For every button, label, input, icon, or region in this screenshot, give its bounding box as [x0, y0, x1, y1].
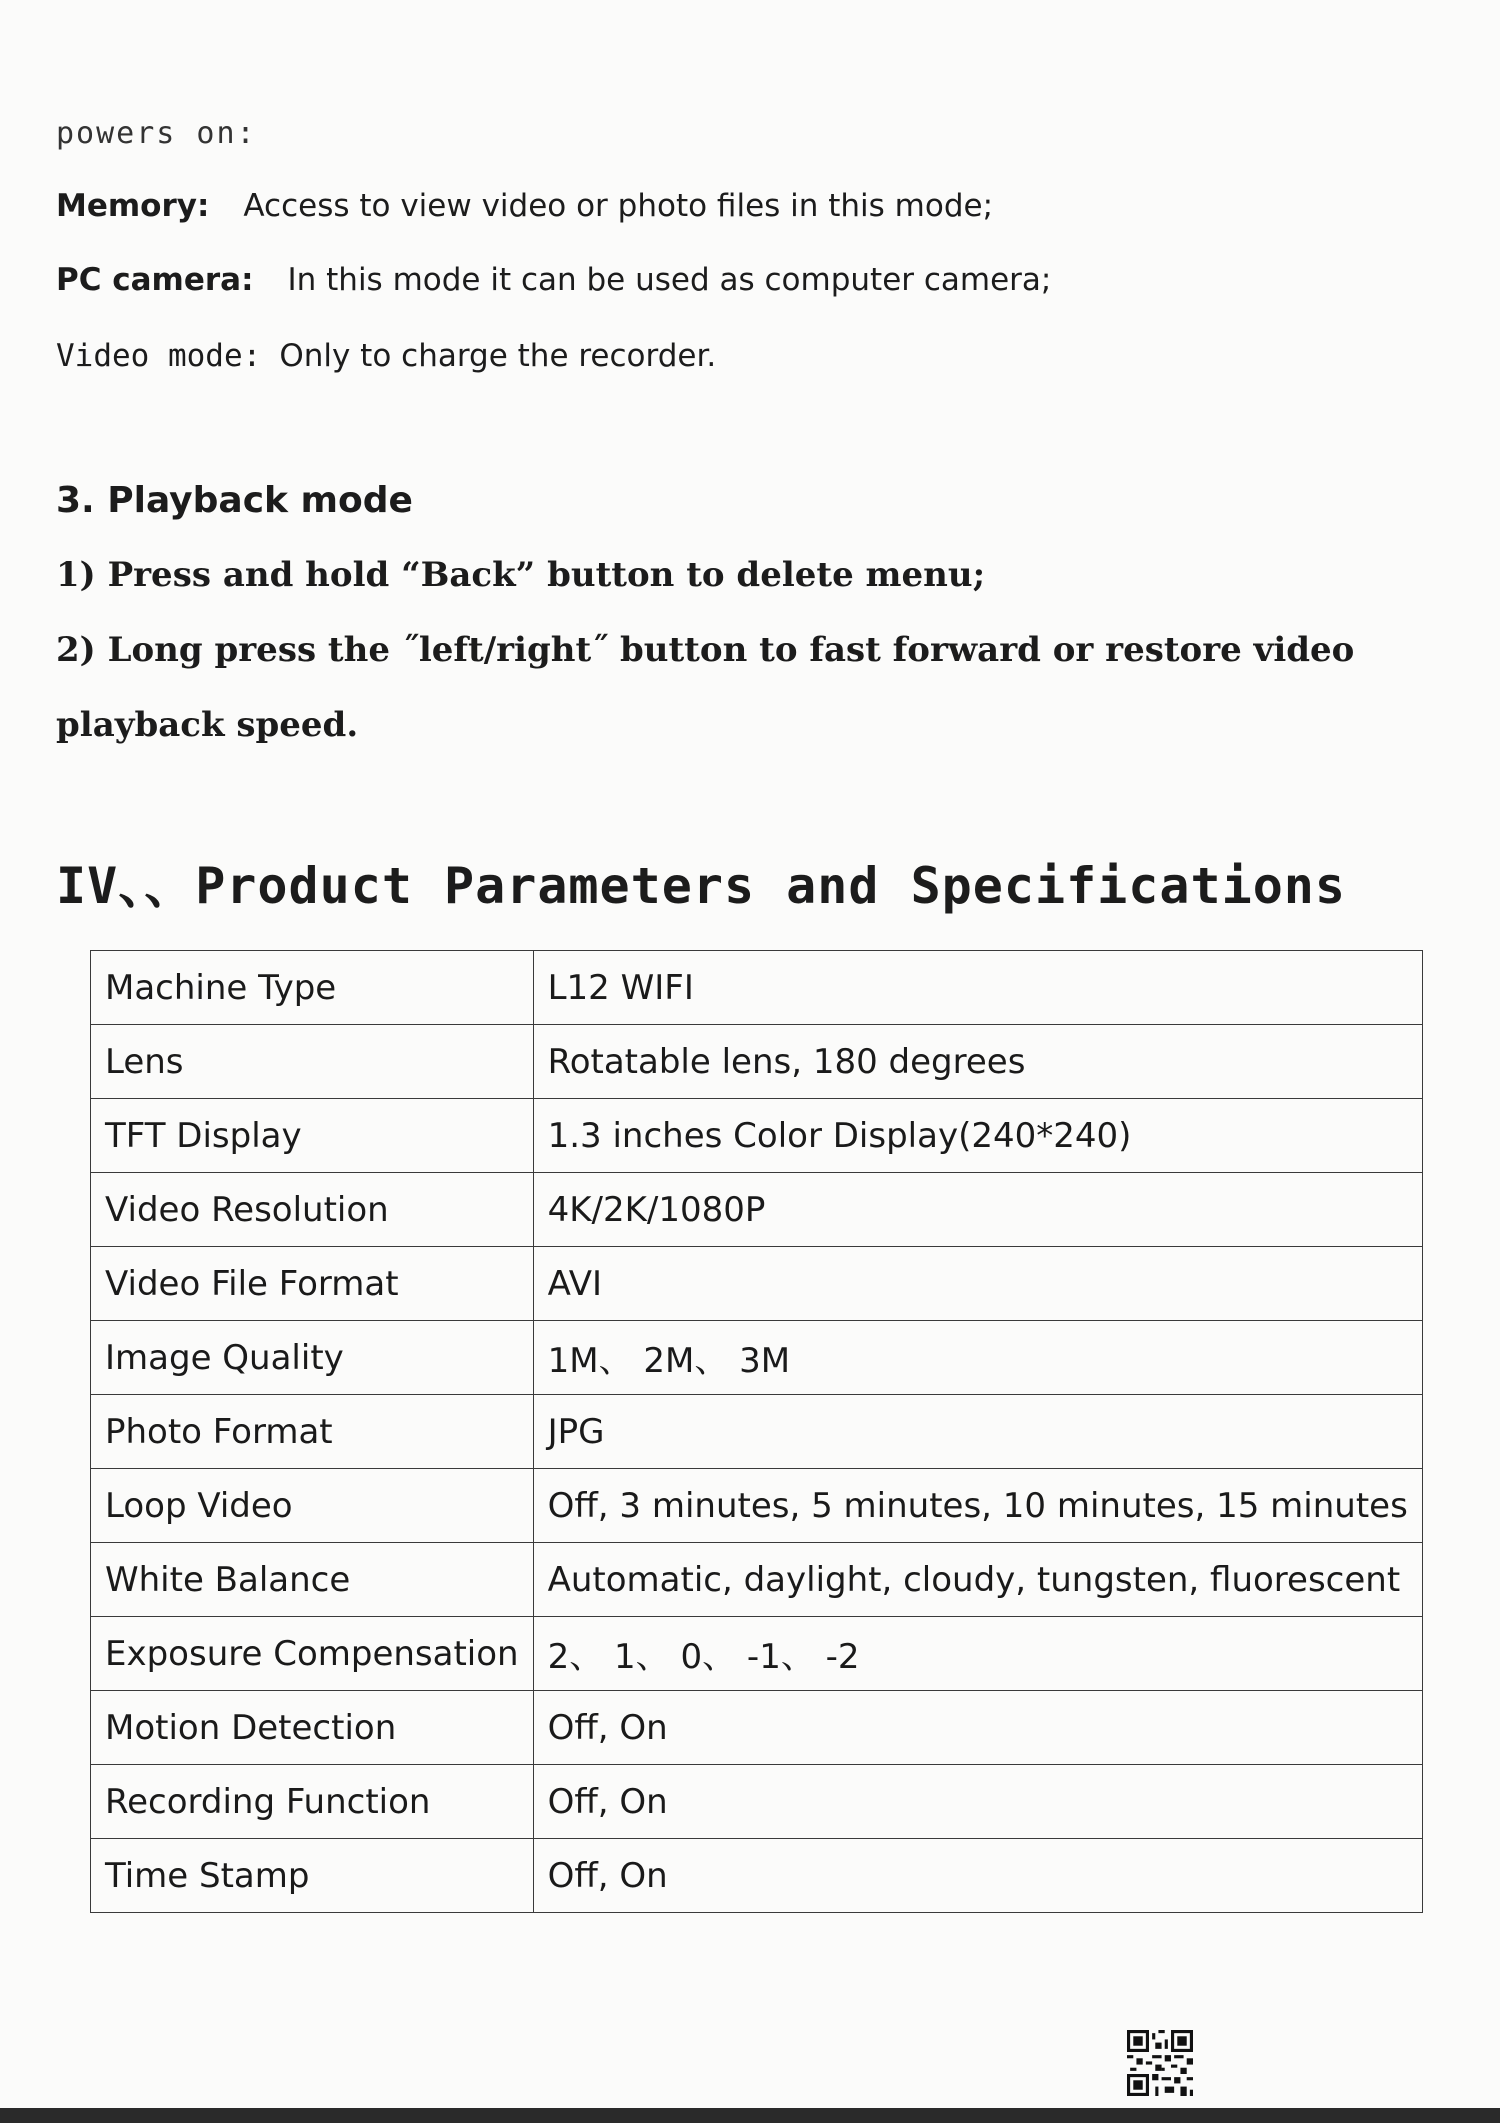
spec-row [91, 1617, 1423, 1691]
mode-pc-camera [56, 262, 1051, 298]
spec-value: Off, On [533, 1691, 1422, 1765]
spec-value: Off, On [533, 1839, 1422, 1913]
playback-heading: 3. Playback mode [56, 480, 413, 521]
spec-value: Off, 3 minutes, 5 minutes, 10 minutes, 15 minutes [533, 1469, 1422, 1543]
spec-row [91, 1395, 1423, 1469]
playback-item: playback speed. [56, 705, 359, 745]
mode-video [56, 338, 716, 374]
mode-memory [56, 188, 993, 224]
spec-name: Recording Function [91, 1765, 534, 1839]
spec-row [91, 1321, 1423, 1395]
spec-name: Video File Format [91, 1247, 534, 1321]
spec-row [91, 1691, 1423, 1765]
spec-row [91, 1247, 1423, 1321]
playback-item: 1) Press and hold “Back” button to delete menu; [56, 555, 986, 595]
spec-value: 4K/2K/1080P [533, 1173, 1422, 1247]
spec-name: Exposure Compensation [91, 1617, 534, 1691]
mode-description: In this mode it can be used as computer camera; [287, 262, 1052, 298]
section-title: IV、、Product Parameters and Specifications [56, 857, 1346, 915]
spec-name: Loop Video [91, 1469, 534, 1543]
mode-label: PC camera: [56, 262, 254, 298]
spec-row [91, 1839, 1423, 1913]
spec-name: Video Resolution [91, 1173, 534, 1247]
mode-label: Video mode: [56, 338, 262, 374]
spec-value: 1.3 inches Color Display(240*240) [533, 1099, 1422, 1173]
spec-value: JPG [533, 1395, 1422, 1469]
spec-name: Lens [91, 1025, 534, 1099]
spec-name: TFT Display [91, 1099, 534, 1173]
spec-row [91, 1025, 1423, 1099]
spec-name: Image Quality [91, 1321, 534, 1395]
spec-name: Time Stamp [91, 1839, 534, 1913]
spec-table [90, 950, 1423, 1913]
spec-value: Automatic, daylight, cloudy, tungsten, fluorescent [533, 1543, 1422, 1617]
spec-row [91, 1543, 1423, 1617]
spec-value: AVI [533, 1247, 1422, 1321]
playback-item: 2) Long press the ˝left/right˝ button to fast forward or restore video [56, 630, 1355, 670]
spec-row [91, 1099, 1423, 1173]
qr-code-icon [1127, 2030, 1193, 2096]
spec-row [91, 1173, 1423, 1247]
spec-name: Machine Type [91, 951, 534, 1025]
mode-label: Memory: [56, 188, 210, 224]
spec-value: 2、 1、 0、 -1、 -2 [533, 1617, 1422, 1691]
spec-row [91, 1469, 1423, 1543]
spec-name: Photo Format [91, 1395, 534, 1469]
spec-value: 1M、 2M、 3M [533, 1321, 1422, 1395]
mode-description: Only to charge the recorder. [279, 338, 717, 374]
page-bottom-edge [0, 2108, 1500, 2123]
spec-value: Off, On [533, 1765, 1422, 1839]
spec-row [91, 1765, 1423, 1839]
powers-on-text: powers on: [56, 116, 257, 151]
spec-name: White Balance [91, 1543, 534, 1617]
spec-row [91, 951, 1423, 1025]
mode-description: Access to view video or photo files in this mode; [243, 188, 994, 224]
spec-name: Motion Detection [91, 1691, 534, 1765]
spec-value: Rotatable lens, 180 degrees [533, 1025, 1422, 1099]
spec-value: L12 WIFI [533, 951, 1422, 1025]
